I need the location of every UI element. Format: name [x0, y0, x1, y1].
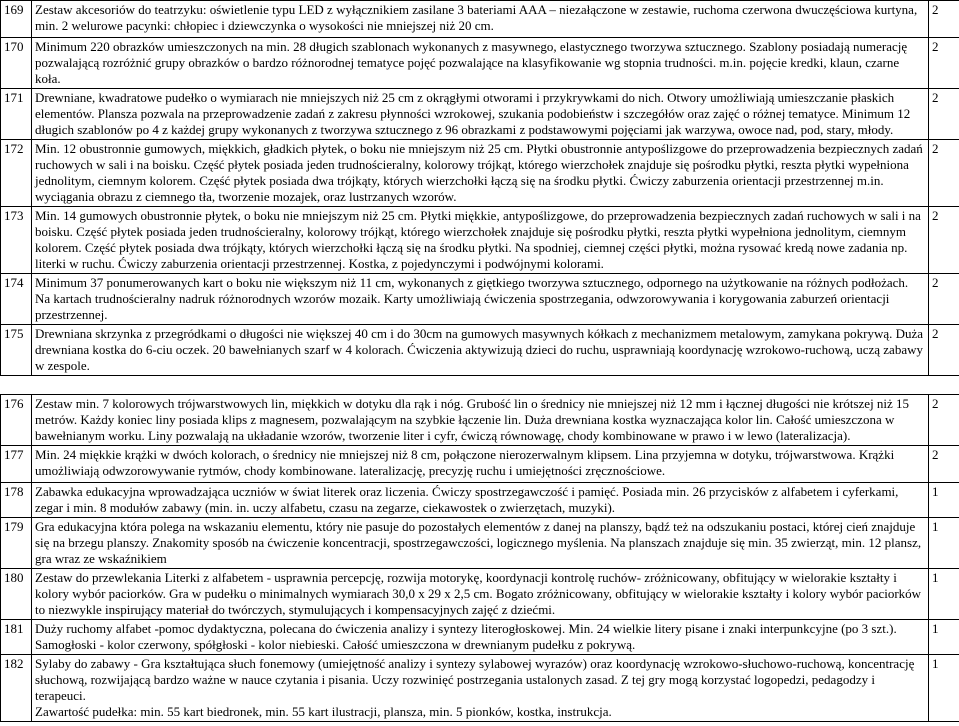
row-number: 174 — [1, 274, 32, 325]
row-description: Min. 14 gumowych obustronnie płytek, o boku nie mniejszym niż 25 cm. Płytki miękkie, antypoślizgowe, do przeprowadzenia bezpiecznych zadań ruchowych w sali i na boisku. Część płytek posiada jeden trudnościeralny, kolorowy trójkąt, którego wierzchołek znajduje się pośrodku płytki, reszta płytki wypełniona jednolitym, ciemnym kolorem. Część płytek posiada dwa trójkąty, których wierzchołki łączą się na środku płytki. Na spodniej, ciemnej części płytki, można rysować kredą nowe zadania np. literki w ruchu. Ćwiczy zaburzenia orientacji przestrzennej. Kostka, z pojedynczymi i podwójnymi kolorami. — [32, 207, 929, 274]
table-row — [1, 446, 959, 483]
row-description: Zestaw akcesoriów do teatrzyku: oświetlenie typu LED z wyłącznikiem zasilane 3 bateriami AAA – niezałączone w zestawie, ruchoma czerwona dwuczęściowa kurtyna, min. 2 welurowe pacynki: chłopiec i dziewczynka o wysokości nie mniejszej niż 20 cm. — [32, 1, 929, 38]
row-description: Min. 12 obustronnie gumowych, miękkich, gładkich płytek, o boku nie mniejszym niż 25 cm. Płytki obustronnie antypoślizgowe do przeprowadzenia bezpiecznych zadań ruchowych w sali i na boisku. Część płytek posiada jeden trudnościeralny, kolorowy trójkąt, którego wierzchołek znajduje się pośrodku płytki, reszta płytki wypełniona jednolitym, ciemnym kolorem. Część płytek posiada dwa trójkąty, których wierzchołki łączą się na środku płytki. Ćwiczy zaburzenia orientacji przestrzennej m.in. wyciągania obrazu z ciemnego tła, tworzenie mozajek, oraz lustrzanych wzorów. — [32, 140, 929, 207]
row-quantity: 1 — [929, 569, 959, 620]
row-description: Zabawka edukacyjna wprowadzająca uczniów w świat literek oraz liczenia. Ćwiczy spostrzegawczość i pamięć. Posiada min. 26 przycisków z alfabetem i cyferkami, zegar i min. 8 modułów zabawy (min. in. uczy alfabetu, czasu na zegarze, ciekawostek o zwierzętach, muzyki). — [32, 483, 929, 518]
row-description: Drewniane, kwadratowe pudełko o wymiarach nie mniejszych niż 25 cm z okrągłymi otworami i przykrywkami do nich. Otwory umożliwiają umieszczanie płaskich elementów. Plansza pozwala na przeprowadzenie zadań z zakresu płynności wzrokowej, szukania podobieństw i szczegółów oraz zajęć o różnej tematyce. Minimum 12 długich szablonów po 4 z każdej grupy wykonanych z tworzywa sztucznego z 96 obrazkami z podstawowymi pojęciami jak warzywa, owoce nad, pod, stary, młody. — [32, 89, 929, 140]
row-description-contents: Zawartość pudełka: min. 55 kart biedronek, min. 55 kart ilustracji, plansza, min. 5 pionków, kostka, instrukcja. — [35, 704, 612, 719]
row-description-main: Sylaby do zabawy - Gra kształtująca słuch fonemowy (umiejętność analizy i syntezy sylabowej wyrazów) oraz koordynację wzrokowo-słuchowo-ruchową, koncentrację słuchową, rozwijającą bardzo ważne w nauce czytania i pisania. Uczy rozwinięć postrzegania ustalonych zasad. Z tej gry mogą korzystać logopedzi, pedagodzy i terapeuci. — [35, 656, 915, 703]
row-quantity: 1 — [929, 620, 959, 655]
table-row — [1, 620, 959, 655]
row-quantity: 1 — [929, 655, 959, 722]
row-description: Drewniana skrzynka z przegródkami o długości nie większej 40 cm i do 30cm na gumowych masywnych kółkach z mechanizmem metalowym, zamykana pokrywą. Duża drewniana kostka do 6-ciu oczek. 20 bawełnianych szarf w 4 kolorach. Ćwiczenia aktywizują dzieci do ruchu, usprawniają koordynację wzrokowo-ruchową, uczą zabawy w zespole. — [32, 325, 929, 376]
row-number: 175 — [1, 325, 32, 376]
row-quantity: 2 — [929, 395, 959, 446]
table-row — [1, 325, 959, 376]
table-row — [1, 1, 959, 38]
row-quantity: 2 — [929, 140, 959, 207]
row-description — [32, 655, 929, 722]
table-row — [1, 518, 959, 569]
row-description: Duży ruchomy alfabet -pomoc dydaktyczna, polecana do ćwiczenia analizy i syntezy literogłoskowej. Min. 24 wielkie litery pisane i znaki interpunkcyjne (po 3 szt.). Samogłoski - kolor czerwony, spółgłoski - kolor niebieski. Całość umieszczona w drewnianym pudełku z pokrywą. — [32, 620, 929, 655]
row-number: 176 — [1, 395, 32, 446]
row-number: 173 — [1, 207, 32, 274]
row-quantity: 1 — [929, 518, 959, 569]
table-row — [1, 395, 959, 446]
row-number: 179 — [1, 518, 32, 569]
table-row — [1, 569, 959, 620]
row-number: 177 — [1, 446, 32, 483]
row-quantity: 2 — [929, 446, 959, 483]
row-quantity: 2 — [929, 89, 959, 140]
row-description: Min. 24 miękkie krążki w dwóch kolorach, o średnicy nie mniejszej niż 8 cm, połączone nierozerwalnym klipsem. Lina przyjemna w dotyku, trójwarstwowa. Krążki umożliwiają odwzorowywanie rytmów, chody kombinowane. lateralizację, precyzję ruchu i umiejętności zręcznościowe. — [32, 446, 929, 483]
row-quantity: 2 — [929, 207, 959, 274]
row-description: Zestaw do przewlekania Literki z alfabetem - usprawnia percepcję, rozwija motorykę, koordynacji kontrolę ruchów- zróżnicowany, obfitujący w wielorakie kształty i kolory wybór paciorków. Gra w pudełku o minimalnych wymiarach 30,0 x 29 x 2,5 cm. Bogato zróżnicowany, obfitujący w wielorakie kształty i kolory wybór paciorków to niezwykle inspirujący materiał do twórczych, stymulujących i kompensacyjnych zajęć z dziećmi. — [32, 569, 929, 620]
row-number: 178 — [1, 483, 32, 518]
row-description: Gra edukacyjna która polega na wskazaniu elementu, który nie pasuje do pozostałych elementów z danej na planszy, bądź też na odszukaniu postaci, której cień znajduje się na brzegu planszy. Znakomity sposób na ćwiczenie koncentracji, spostrzegawczości, logicznego myślenia. Na planszach znajduje się min. 35 zwierząt, min. 12 plansz, gra wraz ze wskaźnikiem — [32, 518, 929, 569]
table-row — [1, 89, 959, 140]
row-number: 170 — [1, 38, 32, 89]
table-row — [1, 207, 959, 274]
row-number: 171 — [1, 89, 32, 140]
row-quantity: 2 — [929, 38, 959, 89]
row-description: Minimum 37 ponumerowanych kart o boku nie większym niż 11 cm, wykonanych z giętkiego tworzywa sztucznego, odpornego na użytkowanie na różnych podłożach. Na kartach trudnościeralny nadruk różnorodnych wzorów mozaik. Karty umożliwiają ćwiczenia spostrzegania, odwzorowywania i korygowania zaburzeń orientacji przestrzennej. — [32, 274, 929, 325]
row-quantity: 2 — [929, 1, 959, 38]
row-description: Minimum 220 obrazków umieszczonych na min. 28 długich szablonach wykonanych z masywnego, elastycznego tworzywa sztucznego. Szablony posiadają numerację pozwalającą rozróżnić grupy obrazków o bardzo różnorodnej tematyce pojęć pozwalające na klasyfikowanie wg stopnia trudności. m.in. pojęcie kredki, klaun, czarne koła. — [32, 38, 929, 89]
table-row — [1, 140, 959, 207]
row-number: 181 — [1, 620, 32, 655]
row-quantity: 2 — [929, 325, 959, 376]
row-number: 180 — [1, 569, 32, 620]
table-row — [1, 483, 959, 518]
table-row — [1, 38, 959, 89]
row-number: 169 — [1, 1, 32, 38]
table-row — [1, 655, 959, 722]
row-number: 172 — [1, 140, 32, 207]
page-break-gap — [1, 376, 959, 395]
table-row — [1, 274, 959, 325]
row-description: Zestaw min. 7 kolorowych trójwarstwowych lin, miękkich w dotyku dla rąk i nóg. Grubość lin o średnicy nie mniejszej niż 12 mm i łącznej długości nie krótszej niż 15 metrów. Każdy koniec liny posiada klips z magnesem, pozwalającym na szybkie łączenie lin. Duża drewniana kostka wyznaczająca kolor lin. Całość umieszczona w bawełnianym worku. Liny pozwalają na układanie wzorów, tworzenie liter i cyfr, ćwiczą równowagę, chody kombinowane w prawo i w lewo (lateralizacja). — [32, 395, 929, 446]
row-quantity: 1 — [929, 483, 959, 518]
row-quantity: 2 — [929, 274, 959, 325]
row-number: 182 — [1, 655, 32, 722]
